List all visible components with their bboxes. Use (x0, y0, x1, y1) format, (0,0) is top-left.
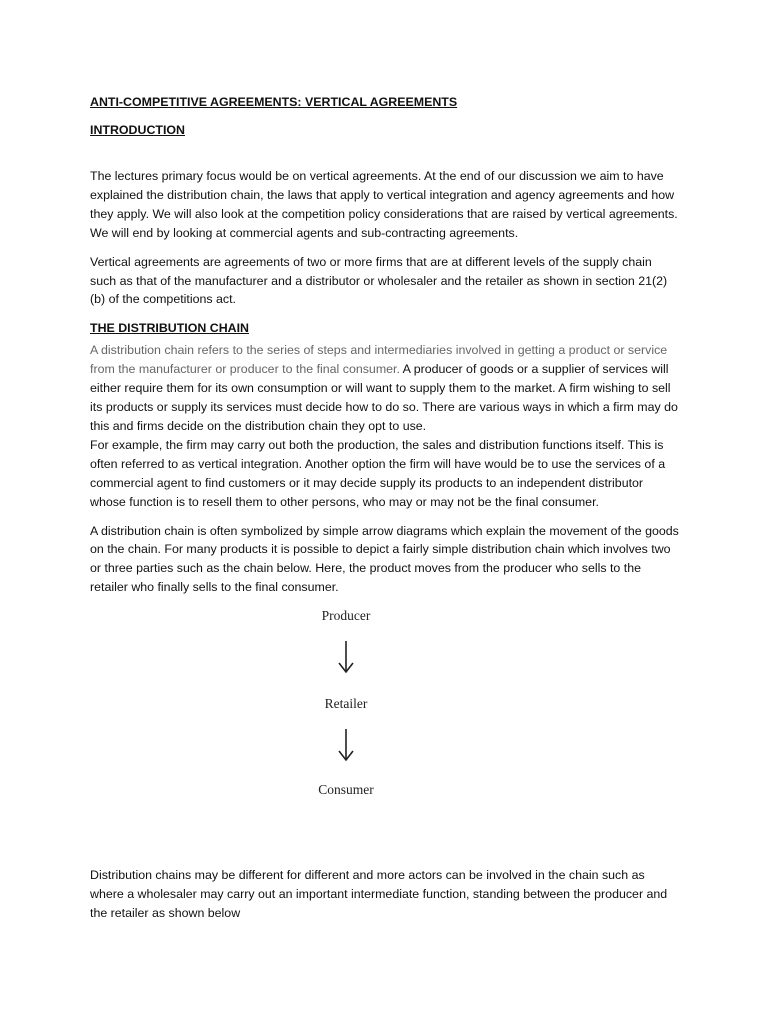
document-title: ANTI-COMPETITIVE AGREEMENTS: VERTICAL AGREEMENTS (90, 95, 458, 109)
chain-paragraph-3: Distribution chains may be different for different and more actors can be involved in the chain such as where a wholesaler may carry out an important intermediate function, standing between the producer and the retailer as shown below (90, 868, 668, 920)
diagram-node-consumer: Consumer (318, 782, 374, 798)
chain-definition-text: A distribution chain refers to the series of steps and intermediaries involved in getting a product or service from the manufacturer or producer to the final consumer. (90, 343, 668, 377)
introduction-heading: INTRODUCTION (90, 123, 185, 137)
chain-paragraph-2: A distribution chain is often symbolized by simple arrow diagrams which explain the movement of the goods on the chain. For many products it is possible to depict a fairly simple distribution chain which involves two or three parties such as the chain below. Here, the product moves from the producer who sells to the retailer who finally sells to the final consumer. (90, 523, 679, 595)
intro-paragraph-2: Vertical agreements are agreements of two or more firms that are at different levels of the supply chain such as that of the manufacturer and a distributor or wholesaler and the retailer as shown in section 21(2)(b) of the competitions act. (90, 254, 668, 307)
distribution-chain-diagram (90, 607, 680, 847)
chain-paragraph-1 (90, 341, 680, 436)
down-arrow-icon (326, 639, 366, 675)
chain-paragraph-1-text: A producer of goods or a supplier of services will either require them for its own consumption or will want to supply them to the market. A firm wishing to sell its products or supply its services must decide how to do so. There are various ways in which a firm may do this and firms decide on the distribution chain they opt to use. (90, 362, 678, 433)
diagram-node-producer: Producer (321, 608, 371, 624)
chain-paragraph-example: For example, the firm may carry out both the production, the sales and distribution functions itself. This is often referred to as vertical integration. Another option the firm will have would be to use the services of a commercial agent to find customers or it may decide supply its products to an independent distributor whose function is to resell them to other persons, who may or may not be the final consumer. (90, 437, 666, 509)
document-body (90, 93, 680, 933)
distribution-chain-heading: THE DISTRIBUTION CHAIN (90, 321, 250, 336)
down-arrow-icon (326, 727, 366, 763)
intro-paragraph-1: The lectures primary focus would be on vertical agreements. At the end of our discussion we aim to have explained the distribution chain, the laws that apply to vertical integration and agency agreements and how they apply. We will also look at the competition policy considerations that are raised by vertical agreements. We will end by looking at commercial agents and sub-contracting agreements. (90, 169, 678, 240)
diagram-node-retailer: Retailer (324, 696, 368, 712)
